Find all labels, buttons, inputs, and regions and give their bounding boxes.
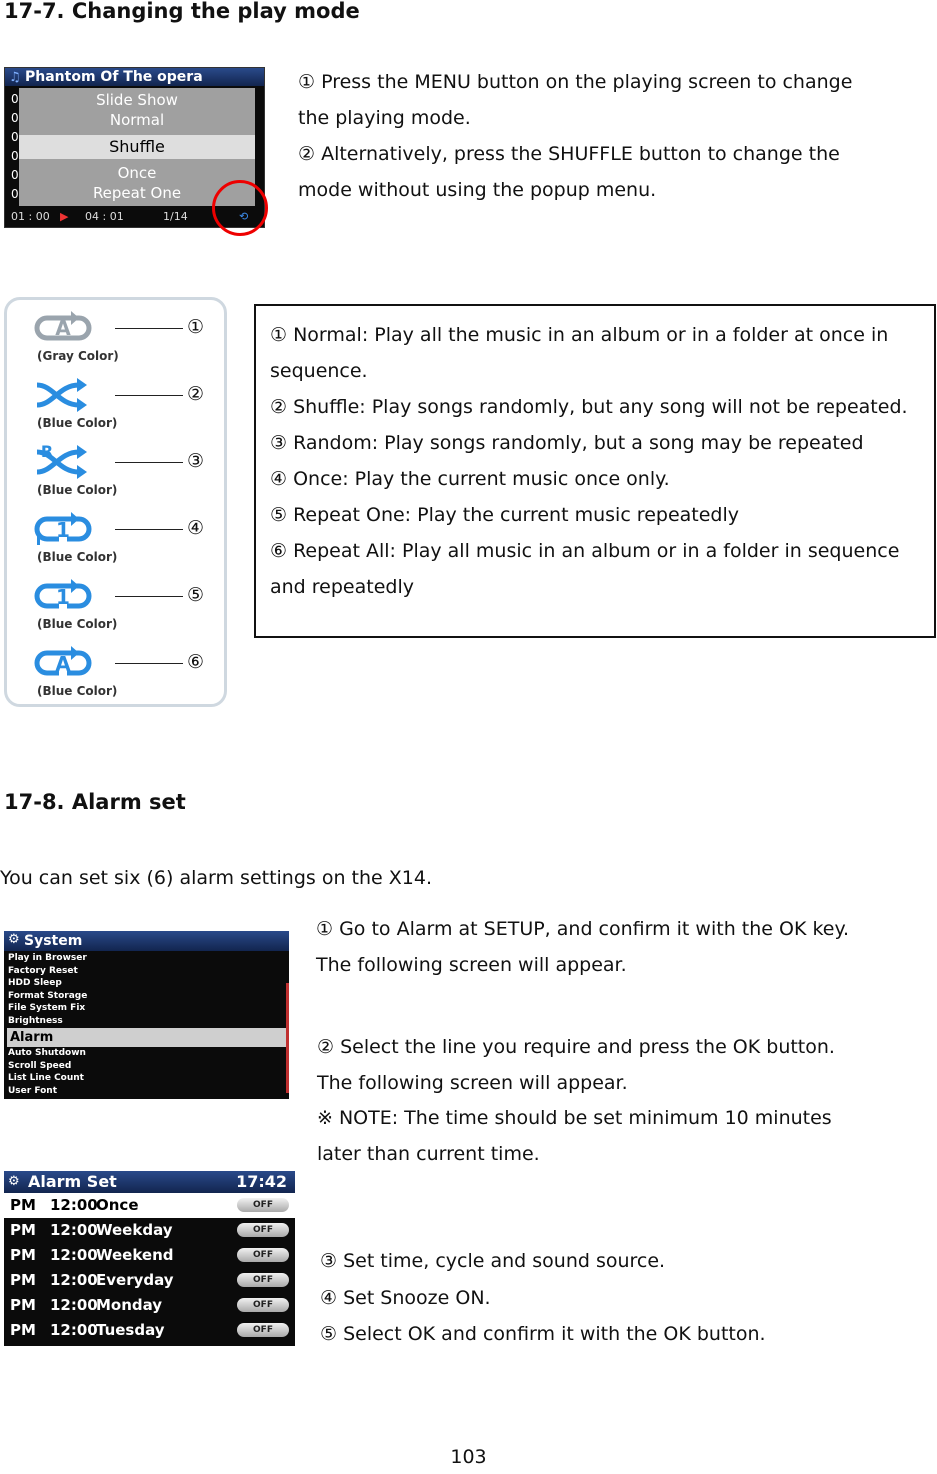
repeat-all-icon: [33, 643, 93, 683]
alarm-set-screenshot: [4, 1171, 295, 1346]
leader-line: [115, 462, 183, 463]
mode-number: ④: [187, 517, 205, 539]
alarm-off-toggle: OFF: [237, 1223, 289, 1237]
mode-letter: R: [40, 442, 54, 461]
desc-line: and repeatedly: [270, 576, 414, 598]
alarm-row: [4, 1243, 295, 1268]
alarm-cycle: Everyday: [96, 1271, 174, 1289]
menu-item: Format Storage: [8, 991, 88, 1001]
menu-item: File System Fix: [8, 1003, 86, 1013]
popup-item: Once: [117, 164, 157, 182]
mode-random: [27, 442, 227, 502]
leader-line: [115, 663, 183, 664]
mode-number: ⑥: [187, 651, 205, 673]
leader-line: [115, 328, 183, 329]
desc-line: ③ Random: Play songs randomly, but a song may be repeated: [270, 432, 864, 454]
menu-item: Auto Shutdown: [8, 1048, 86, 1058]
step-1-cont: the playing mode.: [298, 107, 471, 129]
desc-line: ④ Once: Play the current music once only.: [270, 468, 670, 490]
alarm-time: 12:00: [50, 1221, 98, 1239]
mode-number: ②: [187, 383, 205, 405]
popup-item: Normal: [109, 111, 165, 129]
mode-number: ⑤: [187, 584, 205, 606]
alarm-time: 12:00: [50, 1246, 98, 1264]
track-digits: 0 0 0 0 0 0: [11, 92, 19, 201]
random-icon: [33, 442, 93, 482]
shuffle-icon: [33, 375, 93, 415]
alarm-row: [4, 1268, 295, 1293]
leader-line: [115, 529, 183, 530]
alarm-ampm: PM: [10, 1246, 36, 1264]
highlight-circle: [212, 180, 268, 236]
mode-letter: A: [55, 652, 71, 676]
alarm-step-2-cont: The following screen will appear.: [317, 1072, 628, 1094]
step-1: ① Press the MENU button on the playing screen to change: [298, 71, 853, 93]
mode-caption: (Gray Color): [37, 349, 119, 363]
scrollbar: [286, 983, 289, 1093]
repeat-icon: ⟲: [239, 210, 249, 223]
alarm-step-4: ④ Set Snooze ON.: [320, 1287, 491, 1309]
popup-item: Slide Show: [96, 91, 178, 109]
alarm-title: Alarm Set: [28, 1172, 117, 1191]
alarm-time: 12:00: [50, 1296, 98, 1314]
system-title: System: [4, 931, 289, 951]
menu-item: Scroll Speed: [8, 1061, 72, 1071]
alarm-row: [4, 1318, 295, 1343]
alarm-row: [4, 1293, 295, 1318]
menu-item: User Font: [8, 1086, 58, 1096]
mode-number: ③: [187, 450, 205, 472]
alarm-cycle: Monday: [96, 1296, 163, 1314]
alarm-step-5: ⑤ Select OK and confirm it with the OK button.: [320, 1323, 766, 1345]
alarm-off-toggle: OFF: [237, 1248, 289, 1262]
alarm-step-2: ② Select the line you require and press the OK button.: [317, 1036, 835, 1058]
popup-item: Repeat One: [92, 184, 182, 202]
mode-caption: (Blue Color): [37, 550, 118, 564]
desc-line: ① Normal: Play all the music in an album or in a folder at once in: [270, 324, 889, 346]
menu-item: Play in Browser: [8, 953, 87, 963]
menu-item-selected: Alarm: [7, 1028, 286, 1047]
desc-line: ⑤ Repeat One: Play the current music repeatedly: [270, 504, 739, 526]
alarm-step-1: ① Go to Alarm at SETUP, and confirm it with the OK key.: [316, 918, 850, 940]
menu-item: List Line Count: [8, 1073, 84, 1083]
alarm-row: [4, 1193, 295, 1218]
mode-caption: (Blue Color): [37, 483, 118, 497]
play-mode-icons-panel: [4, 297, 227, 707]
system-menu-screenshot: [4, 931, 289, 1099]
alarm-cycle: Once: [96, 1196, 139, 1214]
gear-icon: ⚙: [8, 932, 20, 947]
step-2-cont: mode without using the popup menu.: [298, 179, 657, 201]
alarm-note: ※ NOTE: The time should be set minimum 10 minutes: [317, 1107, 832, 1129]
mode-letter: 1: [56, 585, 70, 609]
step-2: ② Alternatively, press the SHUFFLE button to change the: [298, 143, 840, 165]
alarm-off-toggle: OFF: [237, 1323, 289, 1337]
mode-normal: [27, 308, 227, 368]
alarm-row: [4, 1218, 295, 1243]
mode-repeat-one: [27, 576, 227, 636]
intro-text: You can set six (6) alarm settings on the X14.: [0, 867, 433, 889]
alarm-step-1-cont: The following screen will appear.: [316, 954, 627, 976]
mode-caption: (Blue Color): [37, 684, 118, 698]
alarm-cycle: Weekend: [96, 1246, 174, 1264]
playing-title: Phantom Of The opera: [5, 68, 264, 86]
menu-item: Factory Reset: [8, 966, 78, 976]
track-count: 1/14: [163, 210, 188, 223]
alarm-off-toggle: OFF: [237, 1298, 289, 1312]
repeat-one-icon: [33, 576, 93, 616]
page-number: 103: [450, 1446, 487, 1468]
section-heading-play-mode: 17-7. Changing the play mode: [4, 0, 360, 23]
mode-letter: A: [55, 316, 71, 340]
alarm-title-bar: [4, 1171, 295, 1193]
music-note-icon: ♫: [9, 70, 21, 85]
mode-letter: 1: [56, 518, 70, 542]
alarm-ampm: PM: [10, 1196, 36, 1214]
menu-item: HDD Sleep: [8, 978, 62, 988]
mode-caption: (Blue Color): [37, 416, 118, 430]
desc-line: ② Shuffle: Play songs randomly, but any song will not be repeated.: [270, 396, 908, 418]
alarm-step-3: ③ Set time, cycle and sound source.: [320, 1250, 666, 1272]
total-time: 04 : 01: [85, 210, 124, 223]
alarm-time: 12:00: [50, 1321, 98, 1339]
alarm-note-cont: later than current time.: [317, 1143, 540, 1165]
mode-number: ①: [187, 316, 205, 338]
desc-line: sequence.: [270, 360, 368, 382]
alarm-time: 12:00: [50, 1271, 98, 1289]
mode-once: [27, 509, 227, 569]
mode-caption: (Blue Color): [37, 617, 118, 631]
play-icon: ▶: [60, 210, 69, 223]
leader-line: [115, 395, 183, 396]
menu-item: Brightness: [8, 1016, 63, 1026]
alarm-ampm: PM: [10, 1296, 36, 1314]
normal-mode-icon: [33, 308, 93, 348]
alarm-ampm: PM: [10, 1271, 36, 1289]
mode-shuffle: [27, 375, 227, 435]
desc-line: ⑥ Repeat All: Play all music in an album or in a folder in sequence: [270, 540, 900, 562]
gear-icon: ⚙: [8, 1174, 20, 1189]
alarm-off-toggle: OFF: [237, 1273, 289, 1287]
clock-time: 17:42: [236, 1172, 287, 1191]
alarm-off-toggle: OFF: [237, 1198, 289, 1212]
mode-repeat-all: [27, 643, 227, 703]
leader-line: [115, 596, 183, 597]
alarm-time: 12:00: [50, 1196, 98, 1214]
elapsed-time: 01 : 00: [11, 210, 50, 223]
alarm-ampm: PM: [10, 1321, 36, 1339]
section-heading-alarm: 17-8. Alarm set: [4, 790, 186, 814]
once-icon: [33, 509, 93, 549]
popup-item-selected: Shuffle: [19, 135, 255, 159]
play-mode-descriptions: [254, 304, 936, 638]
alarm-ampm: PM: [10, 1221, 36, 1239]
alarm-cycle: Tuesday: [96, 1321, 165, 1339]
alarm-cycle: Weekday: [96, 1221, 173, 1239]
